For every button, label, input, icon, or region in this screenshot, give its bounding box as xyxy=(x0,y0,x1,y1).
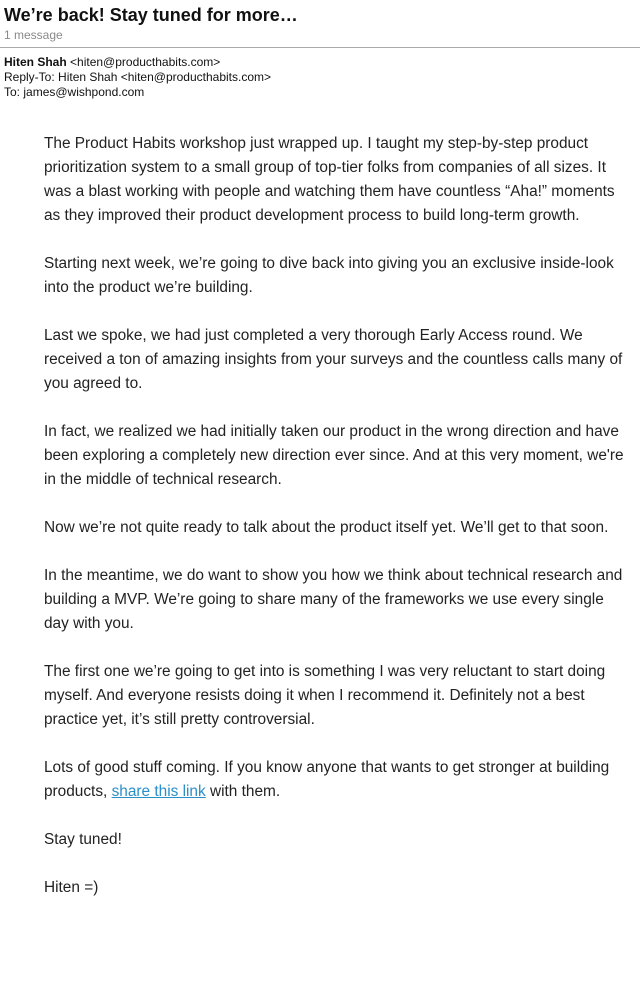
to-address[interactable]: james@wishpond.com xyxy=(23,85,145,99)
sender-address[interactable]: <hiten@producthabits.com> xyxy=(70,55,221,69)
reply-to-line xyxy=(4,70,271,85)
reply-to-name[interactable]: Hiten Shah xyxy=(58,70,118,84)
body-paragraph: Now we’re not quite ready to talk about the product itself yet. We’ll get to that soon. xyxy=(44,519,609,536)
body-paragraph: In the meantime, we do want to show you how we think about technical research and building a MVP. We’re going to share many of the frameworks we use every single day with you. xyxy=(44,567,623,632)
body-text: Lots of good stuff coming. If you know anyone that wants to get stronger at building products, xyxy=(44,759,610,800)
body-paragraph: In fact, we realized we had initially taken our product in the wrong direction and have been exploring a completely new direction ever since. And at this very moment, we're in the middle of technical research. xyxy=(44,423,624,488)
message-count: 1 message xyxy=(4,28,63,42)
email-subject: We’re back! Stay tuned for more… xyxy=(4,5,298,25)
body-paragraph-with-link xyxy=(44,756,624,804)
body-paragraph: Starting next week, we’re going to dive back into giving you an exclusive inside-look into the product we’re building. xyxy=(44,255,614,296)
share-link[interactable]: share this link xyxy=(111,783,206,800)
closing-line: Stay tuned! xyxy=(44,831,122,848)
body-paragraph: The first one we’re going to get into is something I was very reluctant to start doing myself. And everyone resists doing it when I recommend it. Definitely not a best practice yet, it’s still pretty controversial. xyxy=(44,663,606,728)
body-paragraph: The Product Habits workshop just wrapped up. I taught my step-by-step product prioritization system to a small group of top-tier folks from companies of all sizes. It was a blast working with people and watching them have countless “Aha!” moments as they improved their product development process to build long-term growth. xyxy=(44,135,615,224)
reply-to-label: Reply-To: xyxy=(4,70,55,84)
body-text: with them. xyxy=(205,783,281,800)
body-paragraph: Last we spoke, we had just completed a very thorough Early Access round. We received a ton of amazing insights from your surveys and the countless calls many of you agreed to. xyxy=(44,327,623,392)
email-meta xyxy=(4,55,271,100)
to-label: To: xyxy=(4,85,21,99)
signature: Hiten =) xyxy=(44,879,99,896)
header-divider xyxy=(0,47,640,48)
reply-to-address[interactable]: <hiten@producthabits.com> xyxy=(120,70,272,84)
to-line xyxy=(4,85,271,100)
email-header xyxy=(4,4,640,43)
sender-name[interactable]: Hiten Shah xyxy=(4,55,67,69)
email-body xyxy=(44,132,624,924)
from-line xyxy=(4,55,271,70)
